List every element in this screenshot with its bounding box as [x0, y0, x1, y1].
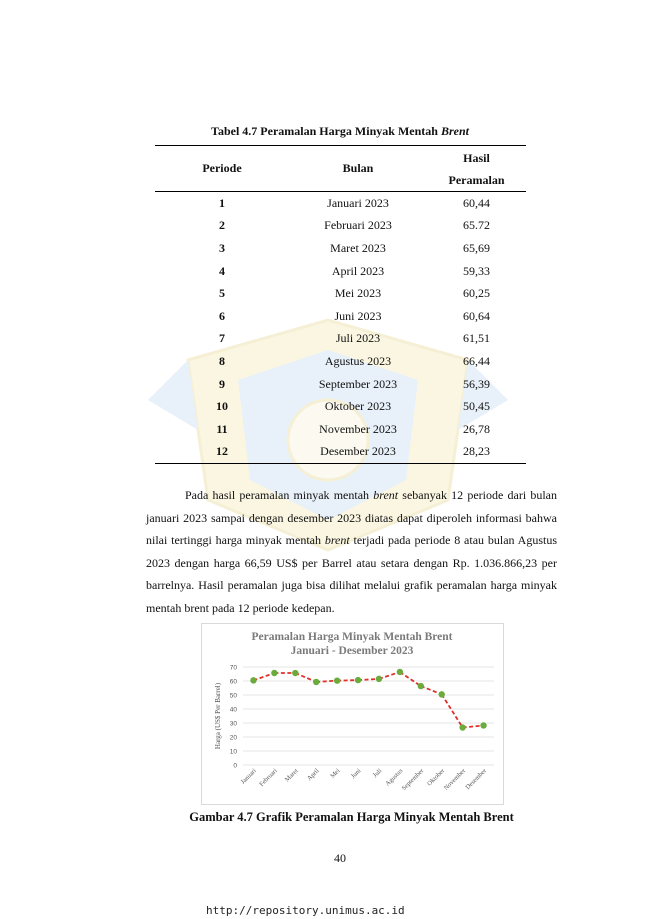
chart-x-tick-label: Agustus: [384, 767, 405, 788]
cell-periode: 12: [216, 444, 228, 459]
chart-y-tick-label: 40: [229, 706, 237, 714]
cell-periode: 1: [219, 195, 225, 210]
header-hasil-line1: Hasil: [463, 150, 490, 165]
cell-hasil: 66,44: [463, 353, 490, 368]
cell-periode: 8: [219, 353, 225, 368]
chart-data-point: [292, 670, 298, 676]
table-row: [155, 260, 526, 283]
chart-data-point: [459, 724, 465, 730]
figure-caption: Gambar 4.7 Grafik Peramalan Harga Minyak Mentah Brent: [189, 810, 514, 824]
chart-line-segment: [253, 673, 274, 680]
cell-periode: 9: [219, 376, 225, 391]
cell-bulan: September 2023: [318, 376, 398, 391]
chart-x-tick-label: Juni: [349, 767, 363, 781]
cell-hasil: 60,25: [463, 286, 490, 301]
chart-x-ticks: [240, 767, 489, 792]
cell-hasil: 50,45: [463, 399, 490, 414]
cell-bulan: Juni 2023: [334, 308, 382, 323]
chart-x-tick-label: Mei: [329, 767, 342, 780]
chart-x-tick-label: Maret: [283, 767, 300, 784]
cell-hasil: 26,78: [463, 421, 490, 436]
cell-bulan: Februari 2023: [324, 218, 392, 233]
table-title: Tabel 4.7 Peramalan Harga Minyak Mentah Brent: [211, 124, 469, 138]
cell-bulan: April 2023: [331, 263, 385, 278]
chart-x-tick-label: Juli: [371, 767, 384, 780]
header-hasil-peramalan: [427, 146, 526, 192]
chart-x-tick-label: Desember: [464, 767, 488, 792]
cell-periode: 6: [219, 308, 225, 323]
chart-y-tick-label: 10: [229, 748, 237, 756]
table-header-row: [155, 146, 526, 192]
chart-points: [250, 669, 486, 731]
table-row: [155, 395, 526, 418]
cell-bulan: Mei 2023: [334, 286, 382, 301]
chart-subtitle: Januari - Desember 2023: [290, 645, 414, 657]
chart-line-segment: [379, 672, 400, 679]
cell-hasil: 56,39: [463, 376, 490, 391]
cell-hasil: 60,64: [463, 308, 490, 323]
chart-y-axis-label: Harga (US$ Per Barrel): [214, 682, 222, 750]
cell-hasil: 61,51: [463, 331, 490, 346]
chart-series-line: [253, 672, 483, 728]
chart-data-point: [313, 679, 319, 685]
forecast-chart: [201, 623, 504, 805]
table-row: [155, 328, 526, 351]
chart-title: Peramalan Harga Minyak Mentah Brent: [251, 631, 453, 643]
chart-x-tick-label: Februari: [258, 767, 279, 788]
cell-bulan: Juli 2023: [335, 331, 381, 346]
chart-line-segment: [421, 686, 442, 694]
chart-y-tick-label: 0: [233, 762, 237, 770]
chart-line-segment: [442, 694, 463, 727]
chart-x-tick-label: Oktober: [426, 767, 447, 788]
chart-y-tick-label: 50: [229, 692, 237, 700]
cell-bulan: Oktober 2023: [324, 399, 392, 414]
chart-data-point: [418, 683, 424, 689]
table-row: [155, 350, 526, 373]
cell-hasil: 60,44: [463, 195, 490, 210]
cell-periode: 7: [219, 331, 225, 346]
cell-hasil: 65.72: [463, 218, 490, 233]
cell-periode: 11: [216, 421, 228, 436]
table-row: [155, 282, 526, 305]
chart-data-point: [334, 677, 340, 683]
chart-y-tick-label: 60: [229, 678, 237, 686]
table-body: [155, 192, 526, 464]
table-row: [155, 305, 526, 328]
chart-y-ticks: [230, 665, 238, 770]
chart-y-tick-label: 30: [229, 720, 237, 728]
cell-periode: 10: [216, 399, 228, 414]
cell-bulan: Maret 2023: [330, 240, 386, 255]
table-row: [155, 192, 526, 215]
chart-y-tick-label: 20: [229, 734, 237, 742]
table-row: [155, 373, 526, 396]
footer-url[interactable]: http://repository.unimus.ac.id: [206, 904, 405, 917]
table-row: [155, 215, 526, 238]
chart-x-tick-label: November: [442, 767, 468, 792]
chart-data-point: [376, 676, 382, 682]
cell-bulan: Agustus 2023: [324, 353, 392, 368]
header-bulan: Bulan: [342, 161, 374, 175]
chart-data-point: [439, 691, 445, 697]
forecast-table: [155, 145, 526, 464]
chart-line-segment: [400, 672, 421, 686]
table-row: [155, 237, 526, 260]
header-hasil-line2: Peramalan: [448, 172, 505, 187]
page-number: 40: [334, 851, 346, 865]
cell-periode: 3: [219, 240, 225, 255]
chart-x-tick-label: Januari: [239, 767, 258, 786]
cell-hasil: 65,69: [463, 240, 490, 255]
chart-data-point: [271, 670, 277, 676]
cell-periode: 4: [219, 263, 225, 278]
cell-hasil: 59,33: [463, 263, 490, 278]
cell-bulan: Januari 2023: [327, 195, 389, 210]
chart-svg: [202, 624, 503, 804]
header-periode: Periode: [202, 161, 242, 175]
chart-x-tick-label: April: [305, 767, 321, 783]
chart-x-tick-label: September: [400, 767, 426, 793]
cell-bulan: November 2023: [319, 421, 397, 436]
table-row: [155, 441, 526, 464]
table-row: [155, 418, 526, 441]
chart-y-tick-label: 70: [229, 664, 237, 672]
chart-data-point: [250, 677, 256, 683]
chart-data-point: [355, 677, 361, 683]
chart-data-point: [480, 722, 486, 728]
cell-periode: 2: [219, 218, 225, 233]
body-paragraph: Pada hasil peramalan minyak mentah brent sebanyak 12 periode dari bulan januari 2023 sampai dengan desember 2023 diatas dapat diperoleh informasi bahwa nilai tertinggi harga minyak mentah brent terjadi pada periode 8 atau bulan Agustus 2023 dengan harga 66,59 US$ per Barrel atau setara dengan Rp. 1.036.866,23 per barrelnya. Hasil peramalan juga bisa dilihat melalui grafik peramalan harga minyak mentah brent pada 12 periode kedepan.: [146, 488, 558, 615]
cell-periode: 5: [219, 286, 225, 301]
cell-hasil: 28,23: [463, 444, 490, 459]
cell-bulan: Desember 2023: [320, 444, 396, 459]
chart-data-point: [397, 669, 403, 675]
